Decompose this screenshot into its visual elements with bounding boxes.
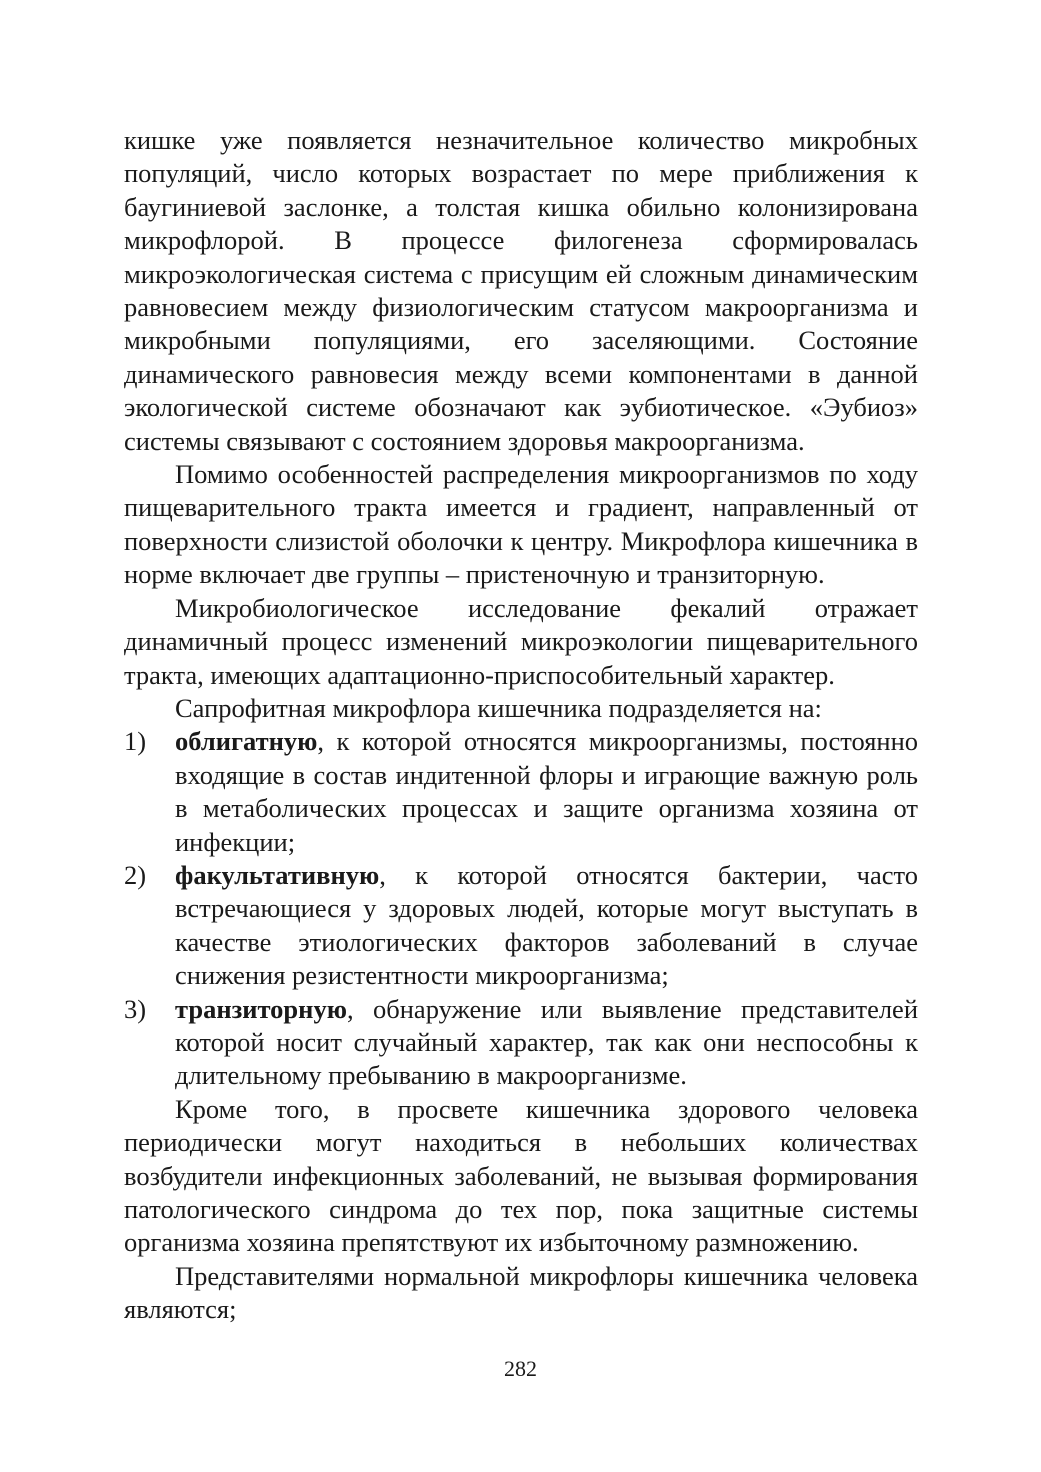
list-item (124, 993, 918, 1093)
numbered-list (124, 725, 918, 1092)
paragraph: кишке уже появляется незначительное количество микробных популяций, число которых возрастает по мере приближения к баугиниевой заслонке, а толстая кишка обильно колонизирована микрофлорой. В процессе филогенеза сформировалась микроэкологическая система с присущим ей сложным динамическим равновесием между физиологическим статусом макроорганизма и микробными популяциями, его заселяющими. Состояние динамического равновесия между всеми компонентами в данной экологической системе обозначают как эубиотическое. «Эубиоз» системы связывают с состоянием здоровья макроорганизма. (124, 125, 918, 456)
list-number: 1) (124, 726, 147, 757)
list-item (124, 859, 918, 993)
bold-term: факультативную (175, 859, 380, 890)
bold-term: транзиторную (175, 993, 347, 1024)
list-number: 3) (124, 993, 147, 1024)
list-item-description: , к которой относятся бактерии, часто встречающиеся у здоровых людей, которые могут выступать в качестве этиологических факторов заболеваний в случае снижения резистентности микроорганизма; (175, 859, 918, 991)
paragraph: Представителями нормальной микрофлоры кишечника человека являются; (124, 1260, 918, 1325)
paragraph: Микробиологическое исследование фекалий отражает динамичный процесс изменений микроэкологии пищеварительного тракта, имеющих адаптационно-приспособительный характер. (124, 592, 918, 690)
list-item-description: , обнаружение или выявление представителей которой носит случайный характер, так как они неспособны к длительному пребыванию в макроорганизме. (175, 993, 918, 1091)
list-item-text (175, 993, 918, 1093)
list-item-text (175, 859, 918, 993)
list-item-text (175, 725, 918, 859)
list-item (124, 725, 918, 859)
bold-term: облигатную (175, 726, 318, 757)
paragraph: Сапрофитная микрофлора кишечника подразделяется на: (175, 692, 822, 723)
paragraph: Помимо особенностей распределения микроорганизмов по ходу пищеварительного тракта имеется и градиент, направленный от поверхности слизистой оболочки к центру. Микрофлора кишечника в норме включает две группы – пристеночную и транзиторную. (124, 459, 918, 590)
list-number: 2) (124, 859, 147, 890)
page-number: 282 (504, 1356, 537, 1381)
body-text (124, 124, 918, 1327)
paragraph: Кроме того, в просвете кишечника здорового человека периодически могут находиться в небольших количествах возбудители инфекционных заболеваний, не вызывая формирования патологического синдрома до тех пор, пока защитные системы организма хозяина препятствуют их избыточному размножению. (124, 1093, 918, 1258)
list-item-description: , к которой относятся микроорганизмы, постоянно входящие в состав индитенной флоры и играющие важную роль в метаболических процессах и защите организма хозяина от инфекции; (175, 726, 918, 857)
